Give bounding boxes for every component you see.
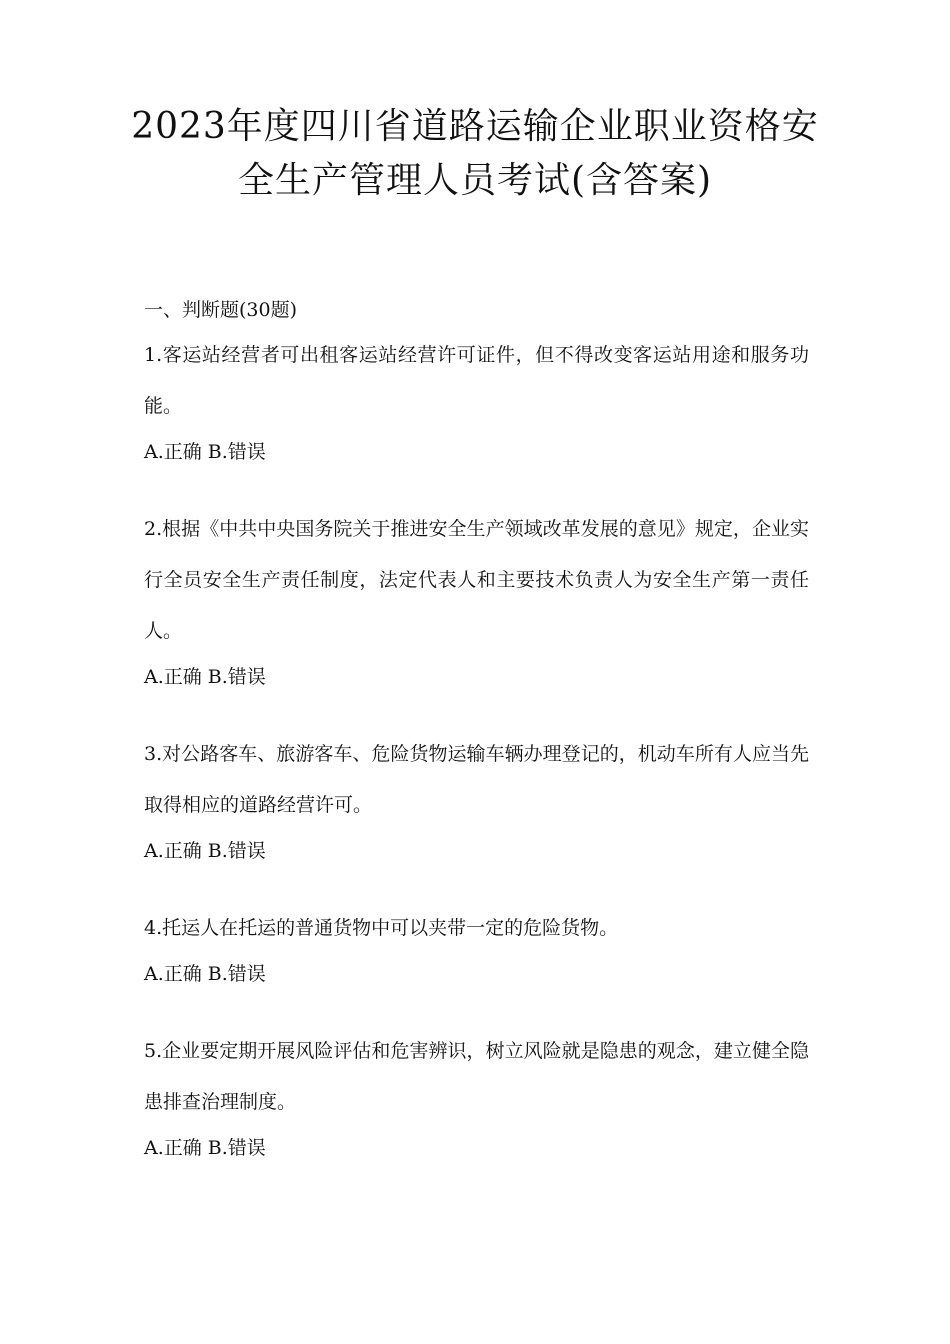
question-text: 4.托运人在托运的普通货物中可以夹带一定的危险货物。 <box>144 917 619 939</box>
question-text: 3.对公路客车、旅游客车、危险货物运输车辆办理登记的，机动车所有人应当先取得相应的道路经营许可。 <box>144 743 809 816</box>
question-5 <box>144 1026 809 1168</box>
title-line-1: 2023年度四川省道路运输企业职业资格安 <box>131 106 819 147</box>
document-body <box>144 290 809 1200</box>
question-1 <box>144 330 809 472</box>
question-options: A.正确 B.错误 <box>144 840 266 862</box>
question-4 <box>144 903 809 994</box>
question-options: A.正确 B.错误 <box>144 963 266 985</box>
question-2 <box>144 504 809 697</box>
question-3 <box>144 729 809 871</box>
question-text: 5.企业要定期开展风险评估和危害辨识，树立风险就是隐患的观念，建立健全隐患排查治理制度。 <box>144 1040 809 1113</box>
section-heading: 一、判断题(30题) <box>144 299 298 321</box>
document-title <box>100 100 850 208</box>
question-text: 1.客运站经营者可出租客运站经营许可证件，但不得改变客运站用途和服务功能。 <box>144 344 809 417</box>
question-options: A.正确 B.错误 <box>144 666 266 688</box>
question-options: A.正确 B.错误 <box>144 441 266 463</box>
question-text: 2.根据《中共中央国务院关于推进安全生产领域改革发展的意见》规定，企业实行全员安全生产责任制度，法定代表人和主要技术负责人为安全生产第一责任人。 <box>144 518 809 642</box>
title-line-2: 全生产管理人员考试(含答案) <box>237 160 713 201</box>
question-options: A.正确 B.错误 <box>144 1137 266 1159</box>
